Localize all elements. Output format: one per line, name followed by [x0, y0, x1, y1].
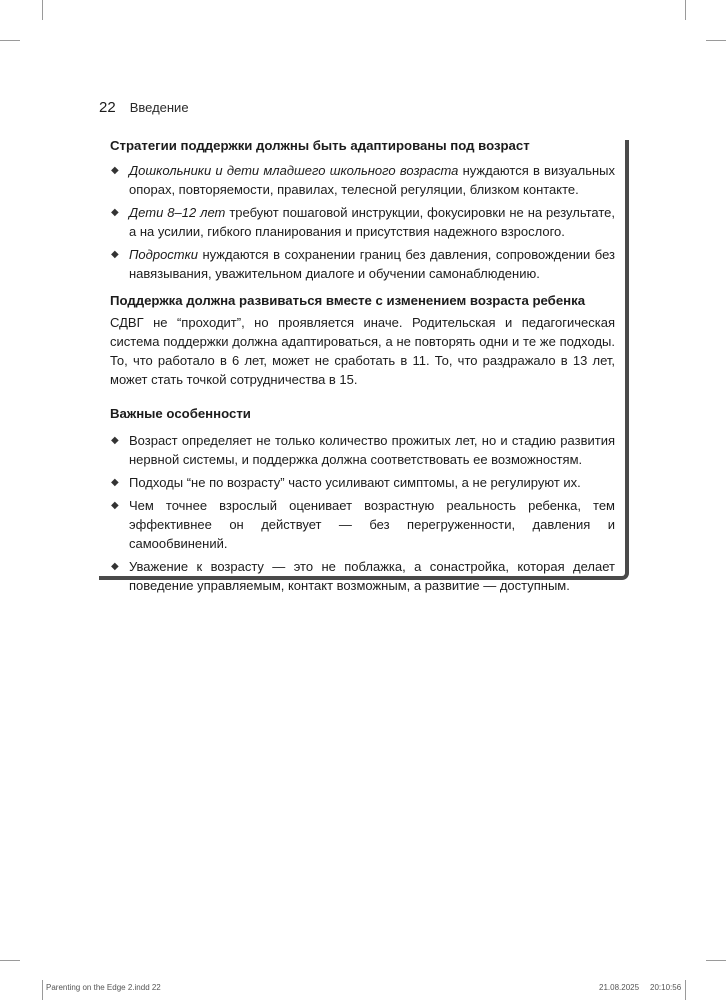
list-item: [110, 245, 615, 283]
crop-mark: [706, 40, 726, 41]
sidebar-box-content: [110, 136, 615, 599]
list-item: [110, 557, 615, 595]
slug-time: 20:10:56: [650, 983, 682, 992]
list-item: [110, 161, 615, 199]
list-item: [110, 473, 615, 492]
list-item-text: нуждаются в сохранении границ без давления, сопровождении без навязывания, уважительном диалоге и обучении самонаблюдению.: [129, 247, 615, 281]
list-item-text: Уважение к возрасту — это не поблажка, а сонастройка, которая делает поведение управляемым, контакт возможным, а развитие — доступным.: [129, 559, 615, 593]
evolve-paragraph: СДВГ не “проходит”, но проявляется иначе. Родительская и педагогическая система поддержки должна адаптироваться, а не повторять одни и те же подходы. То, что работало в 6 лет, может не сработать в 11. То, что раздражало в 13 лет, может стать точкой сотрудничества в 15.: [110, 315, 615, 387]
diamond-bullet-icon: ◆: [111, 249, 119, 260]
diamond-bullet-icon: ◆: [111, 165, 119, 176]
crop-mark: [0, 960, 20, 961]
list-item-text: требуют пошаговой инструкции, фокусировки не на результате, а на усилии, гибкого планирования и присутствия надежного взрослого.: [129, 205, 616, 239]
list-item-text: Чем точнее взрослый оценивает возрастную реальность ребенка, тем эффективнее он действует — без перегруженности, давления и самообвинений.: [129, 498, 615, 551]
diamond-bullet-icon: ◆: [111, 477, 119, 488]
crop-mark: [685, 0, 686, 20]
features-heading: Важные особенности: [110, 406, 251, 421]
list-item-text: Подходы “не по возрасту” часто усиливают симптомы, а не регулируют их.: [129, 475, 581, 490]
crop-mark: [706, 960, 726, 961]
crop-mark: [42, 980, 43, 1000]
page-number: 22: [99, 99, 116, 116]
slug-filename: Parenting on the Edge 2.indd 22: [46, 983, 161, 992]
running-header: [99, 99, 189, 116]
list-item-emphasis: Дети 8–12 лет: [129, 205, 226, 220]
list-item-emphasis: Подростки: [129, 247, 198, 262]
diamond-bullet-icon: ◆: [111, 207, 119, 218]
section-title: Введение: [129, 100, 189, 115]
list-item: [110, 431, 615, 469]
list-item-text: Возраст определяет не только количество прожитых лет, но и стадию развития нервной системы, и поддержка должна соответствовать ее возможностям.: [129, 433, 615, 467]
strategies-list: [110, 161, 615, 283]
diamond-bullet-icon: ◆: [111, 435, 119, 446]
list-item: [110, 203, 615, 241]
slug-date: 21.08.2025: [599, 983, 640, 992]
strategies-heading: Стратегии поддержки должны быть адаптированы под возраст: [110, 138, 530, 153]
list-item: [110, 496, 615, 553]
features-list: [110, 431, 615, 595]
crop-mark: [685, 980, 686, 1000]
evolve-heading: Поддержка должна развиваться вместе с изменением возраста ребенка: [110, 293, 586, 308]
list-item-text: нуждаются в визуальных опорах, повторяемости, правилах, телесной регуляции, близком контакте.: [129, 163, 616, 197]
diamond-bullet-icon: ◆: [111, 561, 119, 572]
crop-mark: [0, 40, 20, 41]
crop-mark: [42, 0, 43, 20]
list-item-emphasis: Дошкольники и дети младшего школьного возраста: [129, 163, 459, 178]
diamond-bullet-icon: ◆: [111, 500, 119, 511]
